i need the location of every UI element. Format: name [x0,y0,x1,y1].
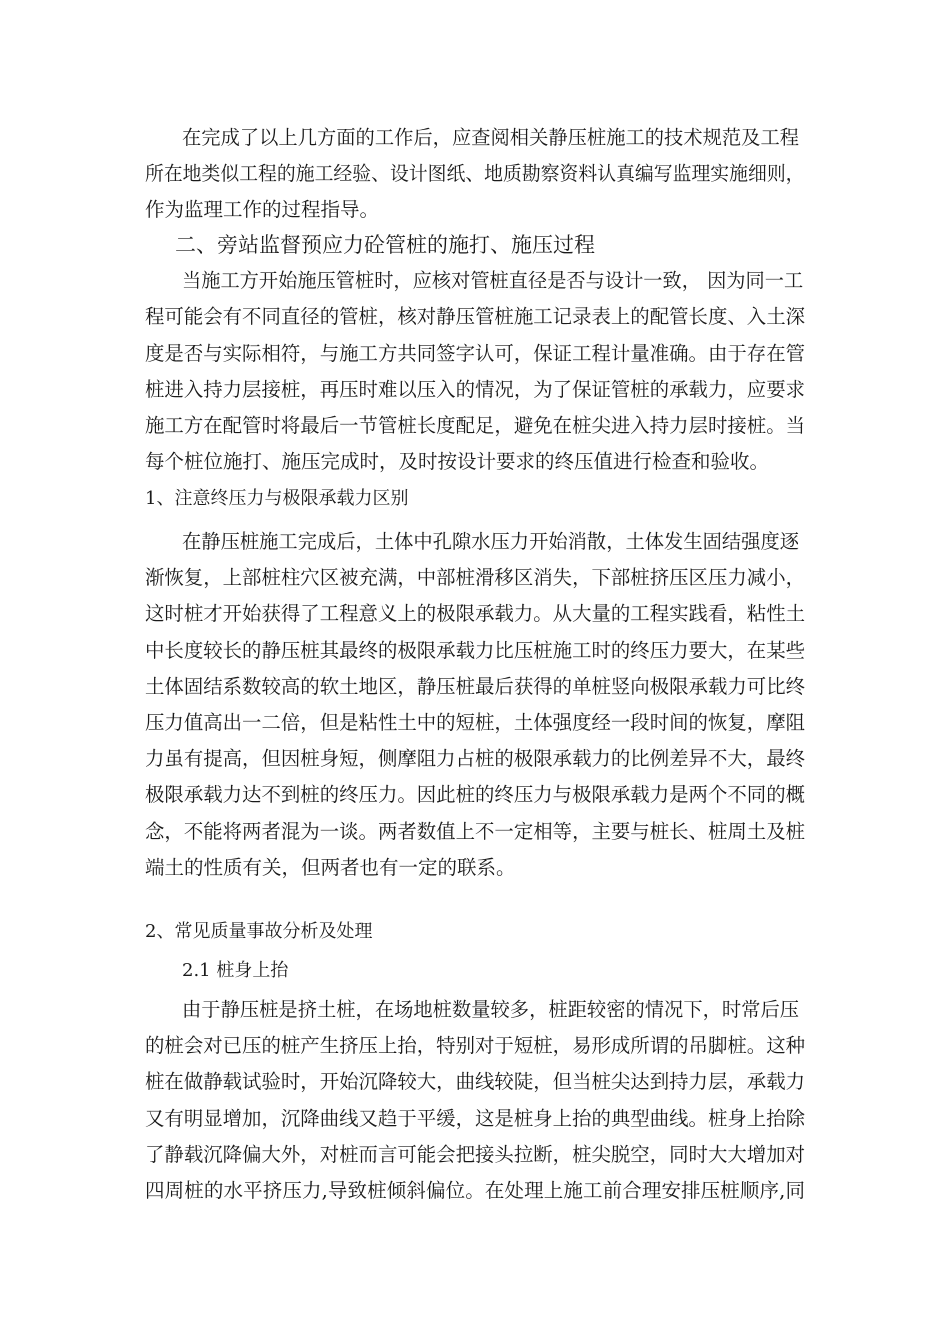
section-heading: 二、旁站监督预应力砼管桩的施打、施压过程 [175,233,595,257]
paragraph-line: 所在地类似工程的施工经验、设计图纸、地质勘察资料认真编写监理实施细则， [145,162,805,185]
paragraph-line: 又有明显增加，沉降曲线又趋于平缓，这是桩身上抬的典型曲线。桩身上抬除 [145,1107,806,1130]
paragraph-line: 在静压桩施工完成后，土体中孔隙水压力开始消散，土体发生固结强度逐 [182,530,800,553]
paragraph-line: 每个桩位施打、施压完成时，及时按设计要求的终压值进行检查和验收。 [145,450,770,473]
paragraph-line: 程可能会有不同直径的管桩，核对静压管桩施工记录表上的配管长度、入土深 [145,305,806,328]
paragraph-line: 由于静压桩是挤土桩，在场地桩数量较多，桩距较密的情况下，时常后压 [182,998,800,1021]
paragraph-line: 施工方在配管时将最后一节管桩长度配足，避免在桩尖进入持力层时接桩。当 [145,414,806,437]
paragraph-line: 端土的性质有关，但两者也有一定的联系。 [145,856,516,879]
paragraph-line: 土体固结系数较高的软土地区，静压桩最后获得的单桩竖向极限承载力可比终 [145,675,806,698]
paragraph-line: 桩在做静载试验时，开始沉降较大，曲线较陡，但当桩尖达到持力层，承载力 [145,1070,806,1093]
paragraph-line: 力虽有提高，但因桩身短，侧摩阻力占桩的极限承载力的比例差异不大，最终 [145,747,806,770]
subsection-heading: 2、常见质量事故分析及处理 [145,921,373,942]
paragraph-line: 桩进入持力层接桩，再压时难以压入的情况，为了保证管桩的承载力，应要求 [145,378,806,401]
paragraph-line: 当施工方开始施压管桩时，应核对管桩直径是否与设计一致， 因为同一工 [182,269,804,292]
paragraph-line: 中长度较长的静压桩其最终的极限承载力比压桩施工时的终压力要大，在某些 [145,639,806,662]
subsection-heading: 1、注意终压力与极限承载力区别 [145,488,409,509]
paragraph-line: 了静载沉降偏大外，对桩而言可能会把接头拉断，桩尖脱空，同时大大增加对 [145,1143,806,1166]
paragraph-line: 四周桩的水平挤压力,导致桩倾斜偏位。在处理上施工前合理安排压桩顺序,同 [145,1179,806,1202]
paragraph-line: 度是否与实际相符，与施工方共同签字认可，保证工程计量准确。由于存在管 [145,342,806,365]
paragraph-line: 的桩会对已压的桩产生挤压上抬，特别对于短桩，易形成所谓的吊脚桩。这种 [145,1034,806,1057]
paragraph-line: 作为监理工作的过程指导。 [145,198,380,221]
paragraph-line: 压力值高出一二倍，但是粘性土中的短桩，土体强度经一段时间的恢复，摩阻 [145,711,806,734]
paragraph-line: 这时桩才开始获得了工程意义上的极限承载力。从大量的工程实践看，粘性土 [145,602,806,625]
paragraph-line: 渐恢复，上部桩柱穴区被充满，中部桩滑移区消失，下部桩挤压区压力减小， [145,566,806,589]
paragraph-line: 念，不能将两者混为一谈。两者数值上不一定相等，主要与桩长、桩周土及桩 [145,820,806,843]
paragraph-line: 极限承载力达不到桩的终压力。因此桩的终压力与极限承载力是两个不同的概 [145,783,806,806]
subsection-heading: 2.1 桩身上抬 [182,960,289,981]
paragraph-line: 在完成了以上几方面的工作后，应查阅相关静压桩施工的技术规范及工程 [182,126,800,149]
